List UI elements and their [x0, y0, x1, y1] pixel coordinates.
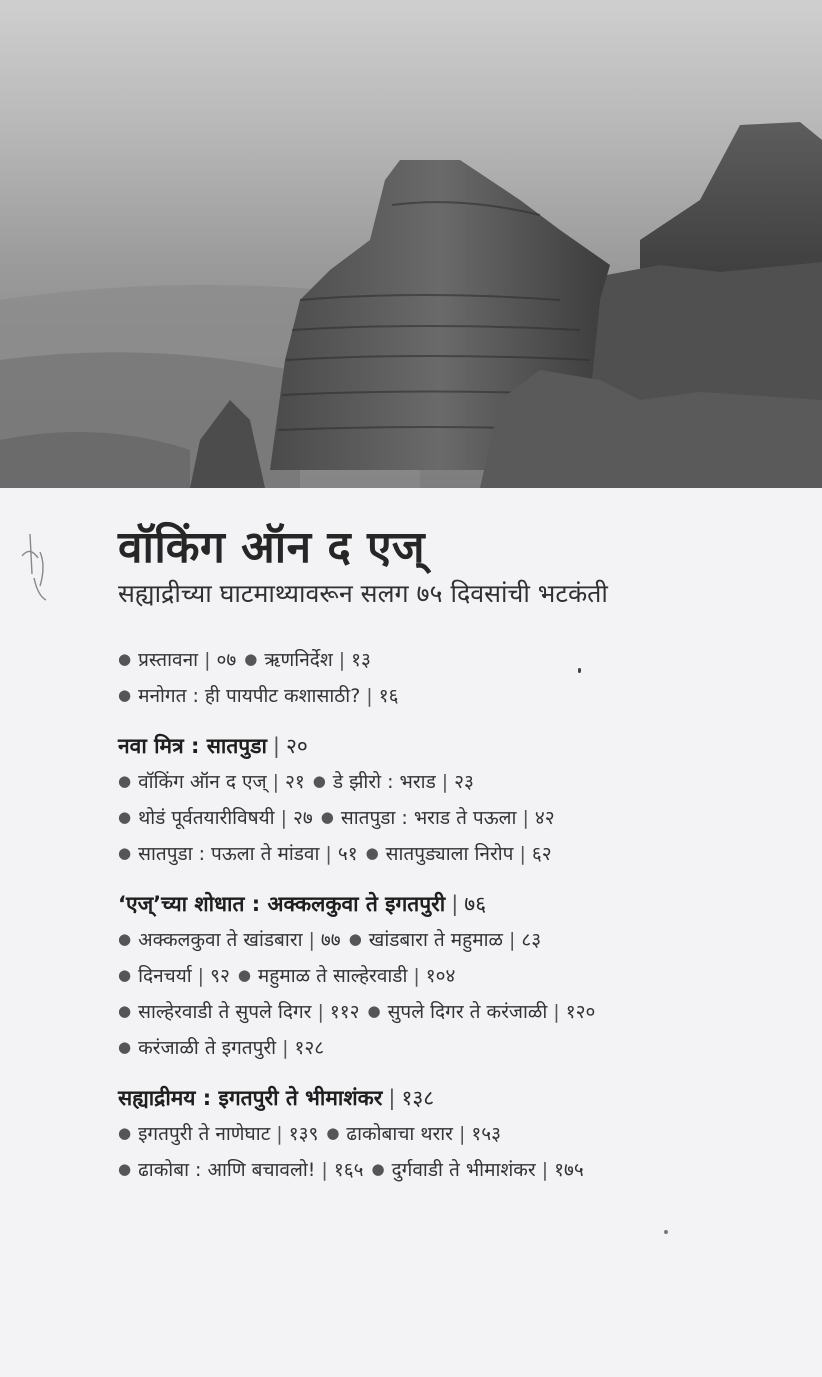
toc-entry-title: सातपुडा : भराड ते पऊला: [340, 807, 517, 829]
separator: |: [413, 965, 420, 987]
toc-entry-title: सातपुडा : पऊला ते मांडवा: [138, 843, 320, 865]
toc-entry-page: १३९: [288, 1123, 319, 1145]
separator: |: [519, 843, 526, 865]
section-page: २०: [285, 734, 308, 758]
toc-entry-title: थोडं पूर्वतयारीविषयी: [138, 807, 275, 829]
bullet-icon: ●: [118, 844, 132, 862]
section-title: नवा मित्र : सातपुडा: [118, 734, 267, 758]
bullet-icon: ●: [118, 1038, 132, 1056]
section-title: सह्याद्रीमय : इगतपुरी ते भीमाशंकर: [118, 1086, 383, 1110]
bullet-icon: ●: [365, 844, 379, 862]
separator: |: [338, 649, 346, 671]
toc-entry-title: खांडबारा ते महुमाळ: [368, 929, 503, 951]
toc-entry-title: डे झीरो : भराड: [332, 771, 436, 793]
toc-entry-page: १०४: [425, 965, 456, 987]
section-title: ‘एज्’च्या शोधात : अक्कलकुवा ते इगतपुरी: [118, 892, 446, 916]
bullet-icon: ●: [118, 808, 132, 826]
separator: |: [458, 1123, 466, 1145]
bullet-icon: ●: [118, 930, 132, 948]
toc-line: [118, 994, 778, 1030]
bullet-icon: ●: [244, 650, 258, 668]
bullet-icon: ●: [237, 966, 251, 984]
bullet-icon: ●: [118, 1160, 132, 1178]
bullet-icon: ●: [320, 808, 334, 826]
toc-entry-title: सातपुड्याला निरोप: [385, 843, 514, 865]
separator: |: [204, 649, 211, 671]
bullet-icon: ●: [118, 1124, 132, 1142]
bullet-icon: ●: [326, 1124, 340, 1142]
separator: |: [282, 1037, 289, 1059]
toc-entry-title: वॉकिंग ऑन द एज्: [138, 771, 267, 793]
bullet-icon: ●: [371, 1160, 385, 1178]
section-page: १३८: [401, 1086, 435, 1110]
toc-line: [118, 1116, 778, 1152]
toc-section: [118, 886, 778, 1066]
section-heading: [118, 1080, 778, 1116]
toc-entry-title: मनोगत : ही पायपीट कशासाठी?: [138, 685, 361, 707]
toc-section: [118, 1080, 778, 1188]
toc-entry-title: सुपले दिगर ते करंजाळी: [387, 1001, 548, 1023]
separator: |: [553, 1001, 560, 1023]
separator: |: [317, 1001, 324, 1023]
toc-entry-page: ४२: [534, 807, 555, 829]
toc-entry-page: १६: [378, 685, 399, 707]
section-heading: [118, 728, 778, 764]
toc-entry-title: ऋणनिर्देश: [264, 649, 333, 671]
toc-entry-page: १५३: [471, 1123, 501, 1145]
toc-entry-title: ढाकोबा : आणि बचावलो!: [138, 1159, 316, 1181]
toc-entry-page: १२०: [565, 1001, 596, 1023]
separator: |: [272, 734, 280, 758]
separator: |: [197, 965, 205, 987]
toc-line: [118, 764, 778, 800]
toc-line: [118, 958, 778, 994]
toc-sections: [118, 728, 778, 1188]
toc-entry-page: ६२: [531, 843, 552, 865]
toc-line: [118, 1030, 778, 1066]
toc-line: [118, 678, 778, 714]
table-of-contents: [118, 520, 778, 1188]
toc-entry-page: १७५: [554, 1159, 584, 1181]
separator: |: [308, 929, 315, 951]
toc-entry-title: साल्हेरवाडी ते सुपले दिगर: [138, 1001, 312, 1023]
separator: |: [325, 843, 332, 865]
section-page: ७६: [464, 892, 487, 916]
bullet-icon: ●: [118, 686, 132, 704]
separator: |: [508, 929, 516, 951]
bullet-icon: ●: [367, 1002, 381, 1020]
toc-entry-title: इगतपुरी ते नाणेघाट: [138, 1123, 271, 1145]
separator: |: [451, 892, 459, 916]
separator: |: [441, 771, 449, 793]
toc-line: [118, 836, 778, 872]
separator: |: [366, 685, 373, 707]
toc-entry-page: ५१: [337, 843, 358, 865]
bullet-icon: ●: [312, 772, 326, 790]
section-heading: [118, 886, 778, 922]
toc-entry-title: दिनचर्या: [138, 965, 192, 987]
bullet-icon: ●: [118, 1002, 132, 1020]
toc-line: [118, 922, 778, 958]
book-title: वॉकिंग ऑन द एज्: [118, 522, 426, 573]
separator: |: [272, 771, 279, 793]
toc-entry-title: दुर्गवाडी ते भीमाशंकर: [391, 1159, 536, 1181]
toc-entry-page: २३: [454, 771, 474, 793]
toc-entry-title: प्रस्तावना: [138, 649, 199, 671]
toc-entry-page: ७७: [320, 929, 341, 951]
toc-line: [118, 1152, 778, 1188]
separator: |: [541, 1159, 549, 1181]
toc-section: [118, 728, 778, 872]
bullet-icon: ●: [118, 772, 132, 790]
toc-line: [118, 800, 778, 836]
separator: |: [522, 807, 529, 829]
toc-line: [118, 642, 778, 678]
toc-entry-title: महुमाळ ते साल्हेरवाडी: [257, 965, 408, 987]
bullet-icon: ●: [348, 930, 362, 948]
toc-entry-title: करंजाळी ते इगतपुरी: [138, 1037, 277, 1059]
toc-entry-page: २१: [285, 771, 305, 793]
separator: |: [276, 1123, 283, 1145]
toc-entry-page: ०७: [216, 649, 237, 671]
cover-photo: [0, 0, 822, 488]
toc-entry-page: ९२: [210, 965, 230, 987]
bullet-icon: ●: [118, 650, 132, 668]
book-subtitle: सह्याद्रीच्या घाटमाथ्यावरून सलग ७५ दिवसांची भटकंती: [118, 579, 608, 608]
toc-entry-page: १६५: [333, 1159, 364, 1181]
toc-entry-page: १३: [351, 649, 371, 671]
toc-entry-page: ८३: [521, 929, 542, 951]
separator: |: [388, 1086, 396, 1110]
toc-entry-page: २७: [293, 807, 313, 829]
separator: |: [280, 807, 287, 829]
bullet-icon: ●: [118, 966, 132, 984]
intro-entries: [118, 642, 778, 714]
toc-entry-page: १२८: [294, 1037, 325, 1059]
toc-entry-title: अक्कलकुवा ते खांडबारा: [138, 929, 303, 951]
toc-entry-title: ढाकोबाचा थरार: [346, 1123, 453, 1145]
toc-entry-page: ११२: [329, 1001, 360, 1023]
pencil-mark: [16, 526, 56, 606]
ink-speck: [664, 1230, 668, 1234]
separator: |: [321, 1159, 328, 1181]
